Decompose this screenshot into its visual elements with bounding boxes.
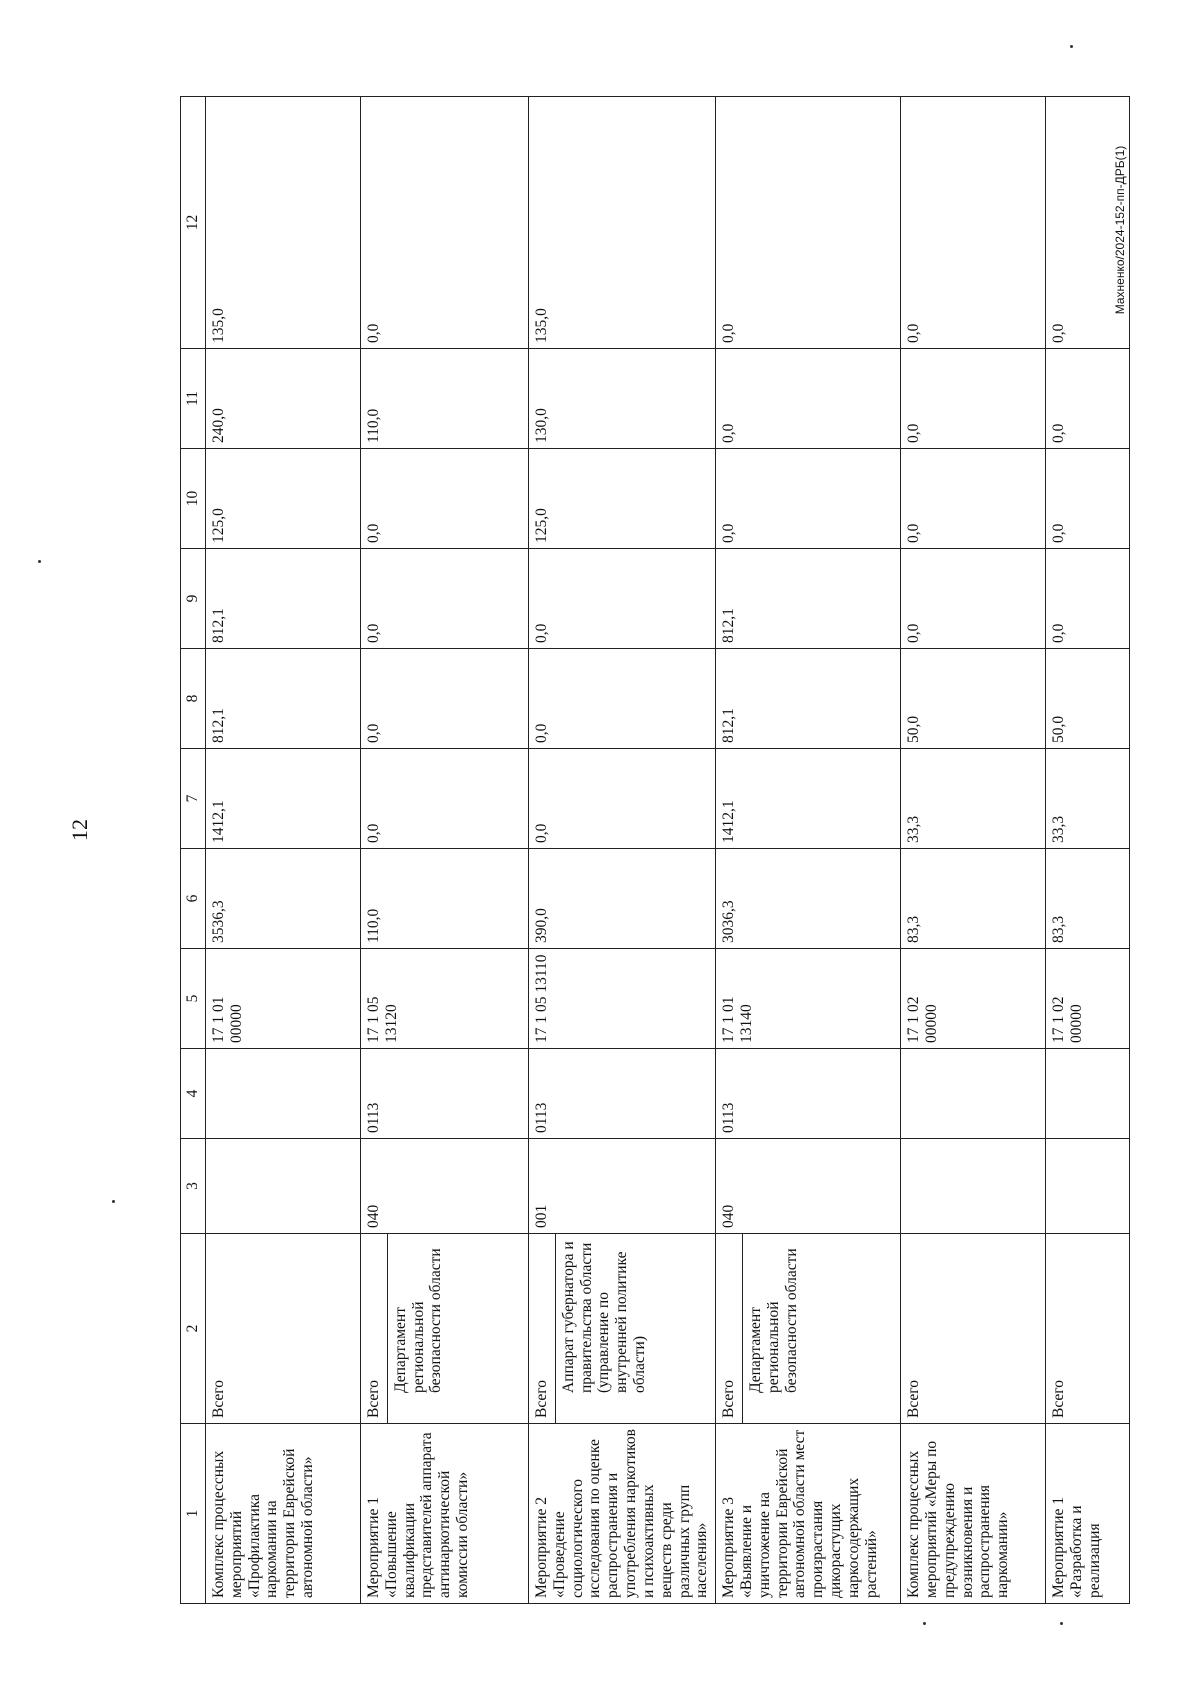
table-row <box>361 97 529 1604</box>
rotated-table-container <box>180 97 1130 1604</box>
ministry-code <box>206 1139 361 1234</box>
amount-year: 110,0 <box>361 349 529 449</box>
amount-total: 83,3 <box>901 849 1046 949</box>
amount-year: 0,0 <box>361 97 529 349</box>
amount-year: 130,0 <box>529 349 716 449</box>
table-row <box>206 97 361 1604</box>
column-number: 9 <box>181 549 206 649</box>
amount-year: 0,0 <box>716 449 901 549</box>
page-number: 12 <box>67 819 92 841</box>
amount-year: 33,3 <box>901 749 1046 849</box>
amount-year: 0,0 <box>529 649 716 749</box>
target-article: 17 1 05 13120 <box>361 949 529 1049</box>
amount-year: 50,0 <box>1046 649 1130 749</box>
amount-year: 1412,1 <box>206 749 361 849</box>
column-number: 4 <box>181 1049 206 1139</box>
executor-cell: Всего <box>1046 1234 1130 1424</box>
amount-year: 0,0 <box>1046 549 1130 649</box>
amount-year: 0,0 <box>361 449 529 549</box>
scan-speck <box>112 1200 115 1203</box>
ministry-code: 040 <box>361 1139 529 1234</box>
measure-name: Мероприятие 3 «Выявление и уничтожение на территории Еврейской автономной области мест произрастания дикорастущих наркосодержащих растений» <box>716 1424 901 1604</box>
section-code <box>206 1049 361 1139</box>
amount-total: 110,0 <box>361 849 529 949</box>
column-number: 3 <box>181 1139 206 1234</box>
executor-total: Всего <box>716 1234 743 1423</box>
amount-year: 0,0 <box>361 649 529 749</box>
scan-speck <box>1060 1622 1063 1625</box>
amount-year: 0,0 <box>1046 349 1130 449</box>
amount-year: 135,0 <box>206 97 361 349</box>
amount-year: 0,0 <box>361 549 529 649</box>
section-code: 0113 <box>716 1049 901 1139</box>
measure-name: Мероприятие 2 «Проведение социологического исследования по оценке распространения и употребления наркотиков и психоактивных веществ среди различных групп населения» <box>529 1424 716 1604</box>
column-number: 2 <box>181 1234 206 1424</box>
ministry-code <box>1046 1139 1130 1234</box>
measure-name: Комплекс процессных мероприятий «Профилактика наркомании на территории Еврейской автономной области» <box>206 1424 361 1604</box>
amount-year: 125,0 <box>529 449 716 549</box>
column-number-row <box>181 97 206 1604</box>
section-code: 0113 <box>361 1049 529 1139</box>
ministry-code: 001 <box>529 1139 716 1234</box>
executor-name: Департамент региональной безопасности области <box>391 1248 445 1393</box>
column-number: 12 <box>181 97 206 349</box>
executor-name: Аппарат губернатора и правительства области (управление по внутренней политике области) <box>559 1241 649 1393</box>
measure-name: Мероприятие 1 «Повышение квалификации представителей аппарата антинаркотической комиссии области» <box>361 1424 529 1604</box>
target-article: 17 1 01 13140 <box>716 949 901 1049</box>
column-number: 11 <box>181 349 206 449</box>
amount-year: 0,0 <box>901 97 1046 349</box>
target-article: 17 1 05 13110 <box>529 949 716 1049</box>
amount-year: 240,0 <box>206 349 361 449</box>
amount-year: 0,0 <box>901 349 1046 449</box>
amount-year: 0,0 <box>901 449 1046 549</box>
column-number: 7 <box>181 749 206 849</box>
ministry-code <box>901 1139 1046 1234</box>
amount-year: 812,1 <box>716 649 901 749</box>
amount-total: 3536,3 <box>206 849 361 949</box>
scan-speck <box>38 560 41 563</box>
executor-cell <box>716 1234 901 1424</box>
amount-year: 1412,1 <box>716 749 901 849</box>
column-number: 1 <box>181 1424 206 1604</box>
budget-table <box>180 96 1130 1604</box>
amount-year: 0,0 <box>529 549 716 649</box>
table-row <box>529 97 716 1604</box>
column-number: 5 <box>181 949 206 1049</box>
executor-cell <box>529 1234 716 1424</box>
amount-total: 3036,3 <box>716 849 901 949</box>
scan-speck <box>923 1622 926 1625</box>
column-number: 10 <box>181 449 206 549</box>
measure-name: Мероприятие 1 «Разработка и реализация <box>1046 1424 1130 1604</box>
amount-year: 135,0 <box>529 97 716 349</box>
section-code: 0113 <box>529 1049 716 1139</box>
section-code <box>1046 1049 1130 1139</box>
executor-cell <box>361 1234 529 1424</box>
target-article: 17 1 02 00000 <box>1046 949 1130 1049</box>
executor-cell: Всего <box>206 1234 361 1424</box>
measure-name: Комплекс процессных мероприятий «Меры по предупреждению возникновения и распространения наркомании» <box>901 1424 1046 1604</box>
target-article: 17 1 02 00000 <box>901 949 1046 1049</box>
amount-year: 812,1 <box>206 649 361 749</box>
ministry-code: 040 <box>716 1139 901 1234</box>
amount-year: 0,0 <box>901 549 1046 649</box>
executor-cell: Всего <box>901 1234 1046 1424</box>
amount-year: 50,0 <box>901 649 1046 749</box>
amount-year: 812,1 <box>716 549 901 649</box>
amount-year: 0,0 <box>716 349 901 449</box>
table-row <box>716 97 901 1604</box>
amount-year: 0,0 <box>529 749 716 849</box>
amount-year: 812,1 <box>206 549 361 649</box>
section-code <box>901 1049 1046 1139</box>
target-article: 17 1 01 00000 <box>206 949 361 1049</box>
table-row <box>1046 97 1130 1604</box>
amount-total: 390,0 <box>529 849 716 949</box>
amount-year: 0,0 <box>361 749 529 849</box>
executor-name: Департамент региональной безопасности области <box>746 1248 800 1393</box>
amount-total: 83,3 <box>1046 849 1130 949</box>
executor-total: Всего <box>361 1234 388 1423</box>
amount-year: 33,3 <box>1046 749 1130 849</box>
table-row <box>901 97 1046 1604</box>
executor-total: Всего <box>529 1234 556 1423</box>
document-code: Махненко/2024-152-пп-ДРБ(1) <box>1113 145 1127 315</box>
amount-year: 0,0 <box>1046 97 1130 349</box>
amount-year: 0,0 <box>716 97 901 349</box>
amount-year: 125,0 <box>206 449 361 549</box>
scan-speck <box>1070 45 1073 48</box>
column-number: 6 <box>181 849 206 949</box>
column-number: 8 <box>181 649 206 749</box>
amount-year: 0,0 <box>1046 449 1130 549</box>
